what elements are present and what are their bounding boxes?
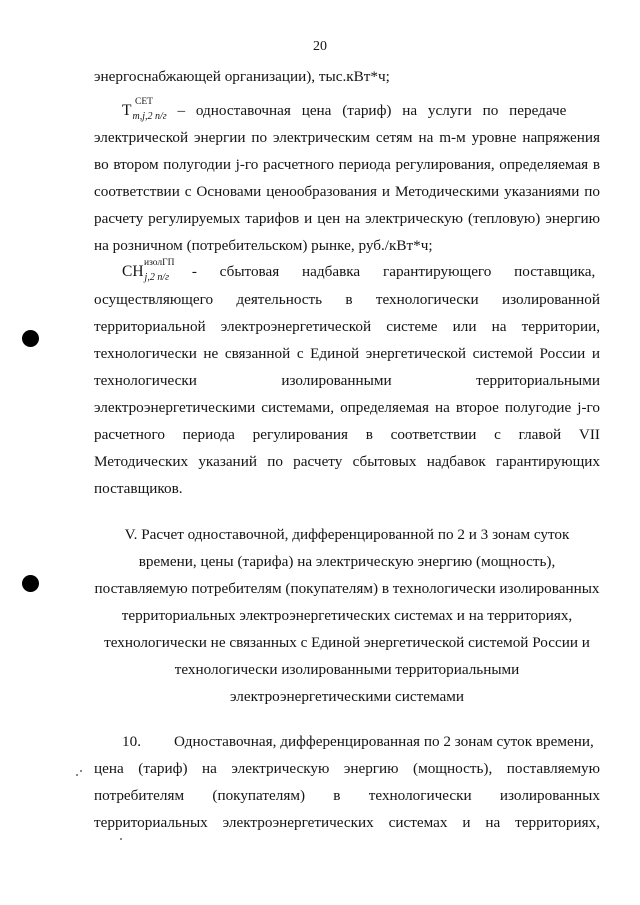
markup-definition-line: осуществляющего деятельность в технологически изолированной xyxy=(94,291,600,308)
section-heading-line: технологически изолированными территориальными xyxy=(174,661,520,678)
paragraph-number: 10. xyxy=(122,733,141,750)
section-heading-line: V. Расчет одноставочной, дифференцированной по 2 и 3 зонам суток xyxy=(124,526,570,543)
markup-symbol xyxy=(122,258,175,283)
tariff-definition-last-line: на розничном (потребительском) рынке, руб./кВт*ч; xyxy=(94,237,433,254)
markup-definition-text: - сбытовая надбавка гарантирующего поставщика, xyxy=(169,263,596,280)
section-heading-line: электроэнергетическими системами xyxy=(230,688,464,705)
paragraph-10-line: территориальных электроэнергетических системах и на территориях, xyxy=(94,814,600,831)
markup-definition-line: технологически не связанной с Единой энергетической системой России и xyxy=(94,345,600,362)
paragraph-10-text: Одноставочная, дифференцированная по 2 зонам суток времени, xyxy=(174,733,594,750)
markup-definition-line: Методических указаний по расчету сбытовых надбавок гарантирующих xyxy=(94,453,600,470)
tariff-definition-line: во втором полугодии j-го расчетного периода регулирования, определяемая в xyxy=(94,156,600,173)
section-heading-line: технологически не связанных с Единой энергетической системой России и xyxy=(104,634,590,651)
tariff-symbol-subscript: m,j,2 п/г xyxy=(132,111,167,122)
binder-hole-top xyxy=(22,330,39,347)
paragraph-10-first-line xyxy=(122,733,600,751)
continuation-line: энергоснабжающей организации), тыс.кВт*ч; xyxy=(94,68,390,85)
section-heading-line: поставляемую потребителям (покупателям) в технологически изолированных xyxy=(94,580,600,597)
binder-hole-bottom xyxy=(22,575,39,592)
markup-definition-last-line: поставщиков. xyxy=(94,480,183,497)
tariff-symbol xyxy=(122,97,167,122)
scan-speck xyxy=(120,838,122,840)
tariff-definition-line: расчету регулируемых тарифов и цен на электрическую (тепловую) энергию xyxy=(94,210,600,227)
markup-symbol-base: СН xyxy=(122,263,144,280)
markup-definition-line: территориальной электроэнергетической системе или на территории, xyxy=(94,318,600,335)
scan-speck xyxy=(80,770,82,772)
tariff-definition-line: соответствии с Основами ценообразования и Методическими указаниями по xyxy=(94,183,600,200)
paragraph-10-line: цена (тариф) на электрическую энергию (мощность), поставляемую xyxy=(94,760,600,777)
tariff-definition-line: электрической энергии по электрическим сетям на m-м уровне напряжения xyxy=(94,129,600,146)
markup-symbol-superscript: изолГП xyxy=(144,258,175,268)
tariff-symbol-superscript: СЕТ xyxy=(135,97,153,107)
markup-definition-line: технологически изолированными территориальными xyxy=(94,372,600,389)
scan-speck xyxy=(76,774,78,776)
markup-definition-line: расчетного периода регулирования в соответствии с главой VII xyxy=(94,426,600,443)
page-number: 20 xyxy=(313,39,327,54)
section-heading-line: времени, цены (тарифа) на электрическую энергию (мощность), xyxy=(138,553,556,570)
markup-definition-first-line xyxy=(122,258,600,283)
section-heading-line: территориальных электроэнергетических системах и на территориях, xyxy=(121,607,573,624)
tariff-definition-text: – одноставочная цена (тариф) на услуги по передаче xyxy=(166,102,567,119)
markup-symbol-subscript: j,2 п/г xyxy=(144,272,170,283)
markup-definition-line: электроэнергетическими системами, определяемая на второе полугодие j-го xyxy=(94,399,600,416)
paragraph-10-line: потребителям (покупателям) в технологически изолированных xyxy=(94,787,600,804)
tariff-symbol-base: T xyxy=(122,102,132,119)
tariff-definition-first-line xyxy=(122,97,600,122)
